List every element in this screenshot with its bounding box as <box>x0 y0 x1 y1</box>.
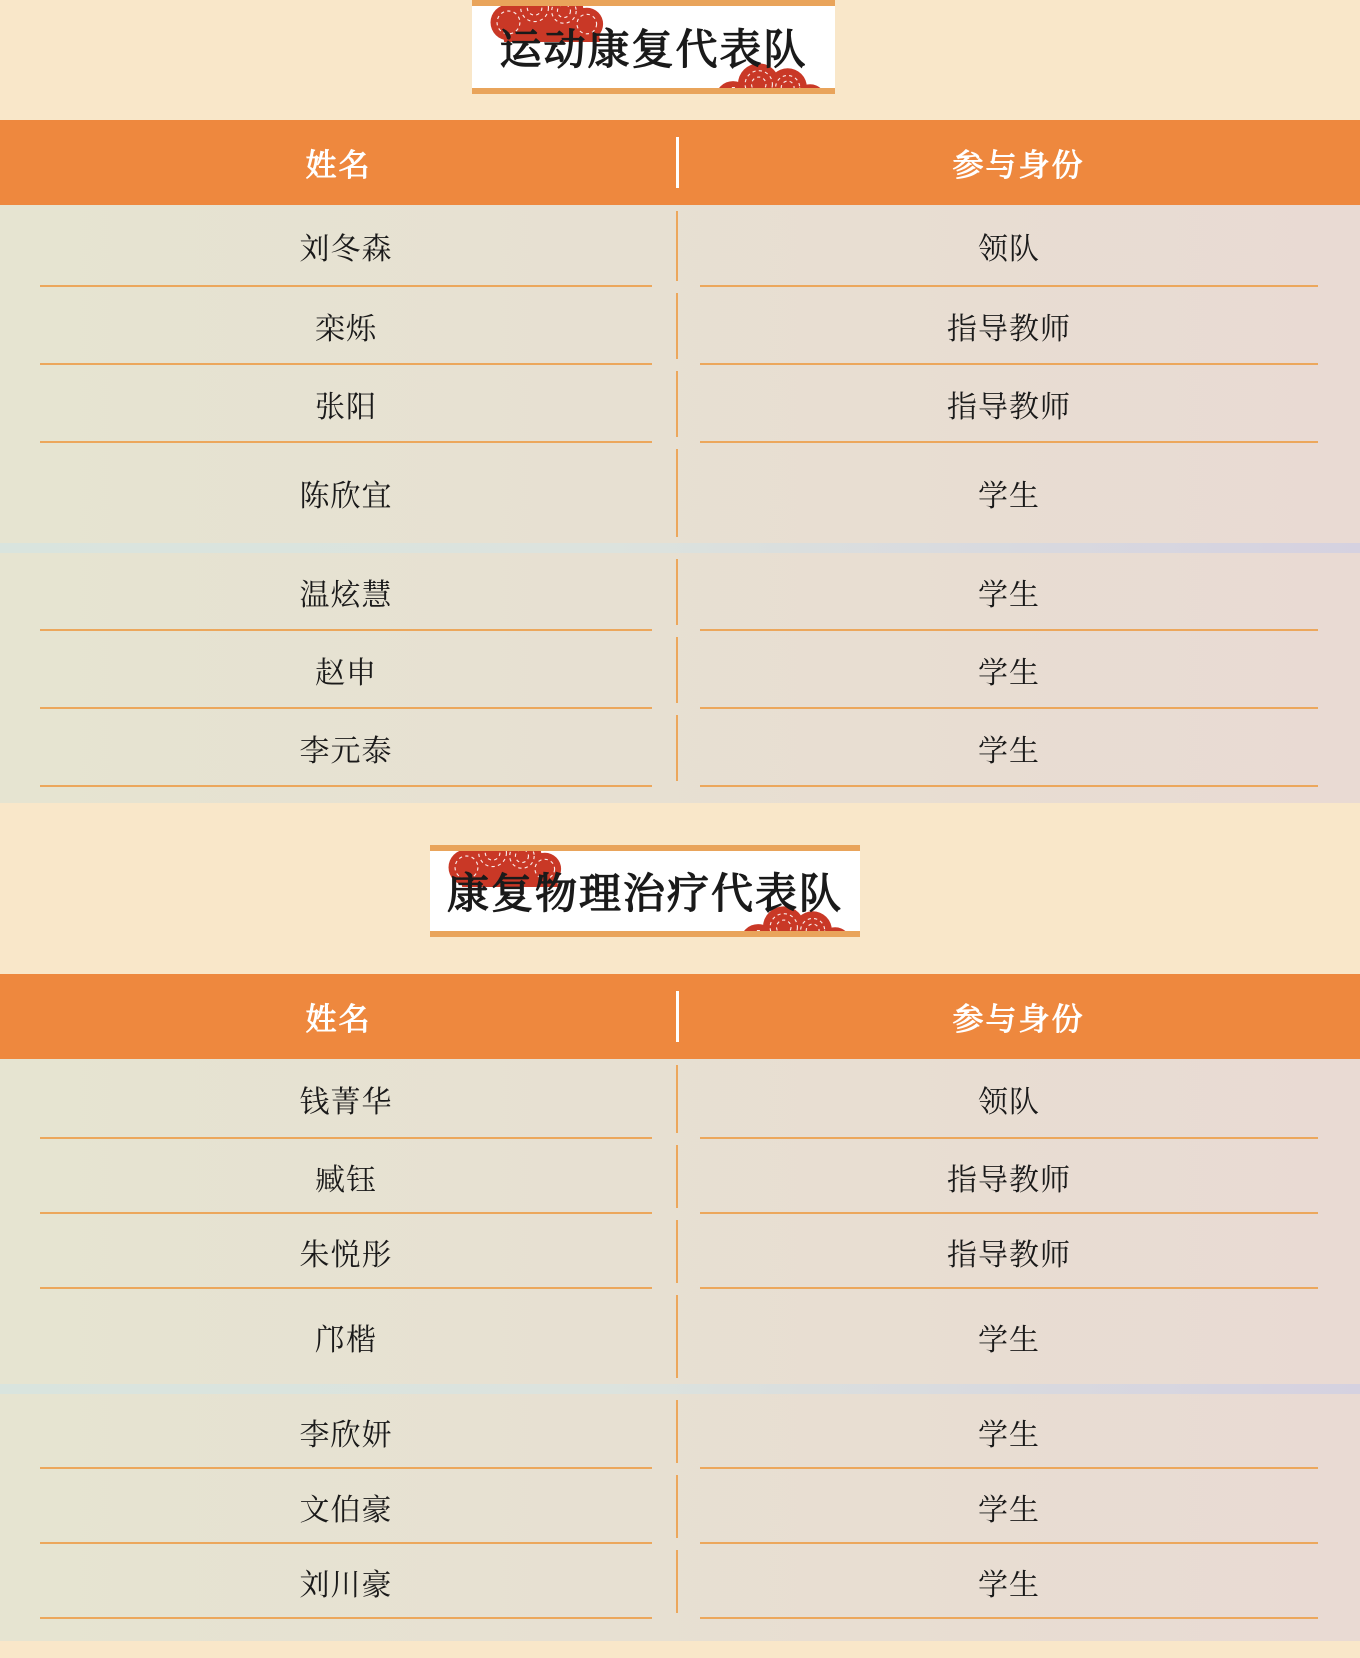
role-cell: 学生 <box>978 657 1040 690</box>
row-column-divider <box>676 371 678 437</box>
role-cell: 领队 <box>978 1086 1040 1119</box>
name-cell: 栾烁 <box>315 313 377 346</box>
column-header-role: 参与身份 <box>952 1002 1085 1037</box>
team-2-title-section <box>0 803 1360 974</box>
team-1-title-section <box>0 0 1360 120</box>
row-column-divider <box>676 1295 678 1378</box>
team-1-table-header <box>0 120 1360 205</box>
role-cell: 领队 <box>978 233 1040 266</box>
row-column-divider <box>676 1400 678 1463</box>
name-cell: 温炫慧 <box>299 579 393 612</box>
team-2-title: 康复物理治疗代表队 <box>446 870 843 917</box>
table-row <box>0 631 1360 709</box>
role-cell: 学生 <box>978 1493 1040 1527</box>
role-cell: 指导教师 <box>947 391 1071 424</box>
name-cell: 刘川豪 <box>299 1568 393 1602</box>
name-cell: 文伯豪 <box>299 1493 393 1527</box>
row-separator-line <box>40 785 652 787</box>
team-1-table-body <box>0 205 1360 787</box>
role-cell: 学生 <box>978 1568 1040 1602</box>
role-cell: 学生 <box>978 735 1040 768</box>
column-header-role: 参与身份 <box>952 148 1085 183</box>
table-row <box>0 1059 1360 1139</box>
team-2-title-inner <box>430 851 860 931</box>
name-cell: 李欣妍 <box>299 1418 393 1452</box>
slide-break-stripe <box>0 543 1360 553</box>
team-1-table <box>0 120 1360 803</box>
table-row <box>0 553 1360 631</box>
table-row <box>0 205 1360 287</box>
row-column-divider <box>676 1145 678 1208</box>
table-row <box>0 1139 1360 1214</box>
row-column-divider <box>676 293 678 359</box>
name-cell: 陈欣宜 <box>299 480 393 513</box>
name-cell: 赵申 <box>315 657 377 690</box>
row-column-divider <box>676 637 678 703</box>
role-cell: 学生 <box>978 1323 1040 1357</box>
role-cell: 学生 <box>978 480 1040 513</box>
team-2-table-body <box>0 1059 1360 1619</box>
table-row <box>0 1214 1360 1289</box>
table-row <box>0 1394 1360 1469</box>
table-row <box>0 1544 1360 1619</box>
column-header-name: 姓名 <box>305 1002 372 1037</box>
role-cell: 指导教师 <box>947 313 1071 346</box>
role-cell: 学生 <box>978 579 1040 612</box>
row-separator-line <box>40 1617 652 1619</box>
header-column-divider <box>676 137 679 188</box>
row-separator-line <box>700 785 1318 787</box>
name-cell: 李元泰 <box>299 735 393 768</box>
team-1-title: 运动康复代表队 <box>499 26 808 73</box>
team-2-table-header <box>0 974 1360 1059</box>
name-cell: 朱悦彤 <box>299 1238 393 1272</box>
header-column-divider <box>676 991 679 1042</box>
role-cell: 学生 <box>978 1418 1040 1452</box>
row-column-divider <box>676 1550 678 1613</box>
row-column-divider <box>676 449 678 537</box>
row-column-divider <box>676 715 678 781</box>
row-separator-line <box>700 1617 1318 1619</box>
table-row <box>0 443 1360 543</box>
row-column-divider <box>676 1220 678 1283</box>
row-column-divider <box>676 559 678 625</box>
name-cell: 邝楷 <box>315 1323 377 1357</box>
row-column-divider <box>676 211 678 281</box>
team-1-title-box <box>472 0 835 94</box>
team-1-title-inner <box>472 6 835 88</box>
bottom-page-margin <box>0 1641 1360 1658</box>
team-2-title-box <box>430 845 860 937</box>
table-row <box>0 709 1360 787</box>
name-cell: 张阳 <box>315 391 377 424</box>
team-2-table <box>0 974 1360 1641</box>
name-cell: 臧钰 <box>315 1163 377 1197</box>
row-column-divider <box>676 1065 678 1133</box>
slide-break-stripe <box>0 1384 1360 1394</box>
row-column-divider <box>676 1475 678 1538</box>
table-row <box>0 1289 1360 1384</box>
name-cell: 钱菁华 <box>299 1086 393 1119</box>
role-cell: 指导教师 <box>947 1163 1071 1197</box>
table-row <box>0 1469 1360 1544</box>
table-row <box>0 365 1360 443</box>
column-header-name: 姓名 <box>305 148 372 183</box>
table-row <box>0 287 1360 365</box>
name-cell: 刘冬森 <box>299 233 393 266</box>
role-cell: 指导教师 <box>947 1238 1071 1272</box>
